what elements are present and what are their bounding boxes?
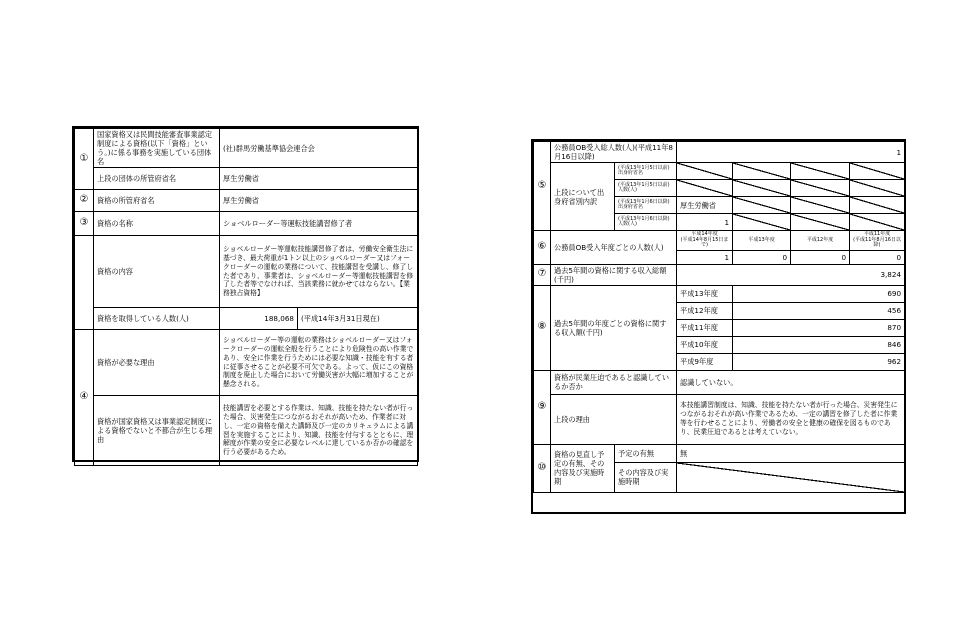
review-detail-label: その内容及び実施時期: [615, 462, 677, 492]
qualification-name-value: ショベルローダー等運転技能講習修了者: [220, 212, 418, 236]
row-number-6: ⑥: [534, 231, 551, 265]
ob-year-header: 平成12年度: [791, 231, 850, 251]
qualification-ministry-label: 資格の所管府省名: [94, 190, 220, 212]
ob-year-header: 平成11年度 (平成11年8月16日以降): [850, 231, 905, 251]
ob-item-label: (平成13年1月6日以降)出身府省名: [615, 197, 677, 214]
organization-ministry-value: 厚生労働省: [220, 168, 418, 190]
ob-item-label: (平成13年1月5日以前)人数(人): [615, 180, 677, 197]
ob-year-value: 1: [677, 250, 733, 264]
ob-item-label: (平成13年1月6日以降)人数(人): [615, 214, 677, 231]
right-form-table: [533, 141, 905, 493]
row-number-1: ①: [75, 129, 94, 190]
income-total-value: 3,824: [677, 264, 905, 285]
qualification-name-label: 資格の名称: [94, 212, 220, 236]
competition-reason-label: 上段の理由: [551, 394, 677, 444]
income-year-label: 平成9年度: [677, 353, 733, 370]
row-number-8: ⑧: [534, 285, 551, 370]
row-number-3: ③: [75, 212, 94, 236]
competition-reason-text: 本技能講習制度は、知識、技能を持たない者が行った場合、災害発生につながるおそれが高い作業であるため、一定の講習を修了した者に作業等を行わせることにより、労働者の安全と健康の確保を図るものであり、民業圧迫であるとは考えていない。: [677, 394, 905, 444]
qualification-content-text: ショベルローダー等運転技能講習修了者は、労働安全衛生法に基づき、最大荷重が1トン以上のショベルローダー又はフォークローダーの運転の業務について、技能講習を受講し、修了した者であり、事業者は、ショベルローダー等運転技能講習を修了した者等でなければ、当該業務に就かせてはならない。【業務独占資格】: [220, 236, 418, 308]
income-year-label: 平成12年度: [677, 302, 733, 319]
qualification-ministry-value: 厚生労働省: [220, 190, 418, 212]
income-year-label: 平成10年度: [677, 336, 733, 353]
income-total-label: 過去5年間の資格に関する収入総額(千円): [551, 264, 677, 285]
review-label: 資格の見直し予定の有無、その内容及び実施時期: [551, 444, 615, 492]
right-form-sheet: [531, 139, 906, 514]
income-year-value: 870: [733, 319, 905, 336]
holders-label: 資格を取得している人数(人): [94, 308, 220, 330]
income-year-value: 846: [733, 336, 905, 353]
qualification-content-label: 資格の内容: [94, 236, 220, 308]
income-yearly-label: 過去5年間の年度ごとの資格に関する収入額(千円): [551, 285, 677, 370]
ob-breakdown-label: 上段について出身府省別内訳: [551, 163, 615, 231]
ob-item-value: 厚生労働省: [677, 197, 733, 214]
row-number-5: ⑤: [534, 142, 551, 231]
income-year-value: 456: [733, 302, 905, 319]
inconvenience-text: 技能講習を必要とする作業は、知識、技能を持たない者が行った場合、災害発生につながるおそれが高いため、作業者に対し、一定の資格を備えた講師及び一定のカリキュラムによる講習を実施することにより、知識、技能を付与するとともに、理解度が作業の安全に必要なレベルに達しているか否かの確認を行う必要があるため。: [220, 396, 418, 466]
ob-total-label: 公務員OB受入総人数(人)(平成11年8月16日以降): [551, 142, 677, 163]
holders-value: 188,068: [220, 308, 298, 330]
competition-value: 認識していない。: [677, 370, 905, 394]
income-year-label: 平成11年度: [677, 319, 733, 336]
row-number-4: ④: [75, 330, 94, 466]
review-plan-label: 予定の有無: [615, 444, 677, 462]
income-year-value: 690: [733, 285, 905, 302]
inconvenience-label: 資格が国家資格又は事業認定制度による資格でないと不都合が生じる理由: [94, 396, 220, 466]
necessity-label: 資格が必要な理由: [94, 330, 220, 396]
row-number-2: ②: [75, 190, 94, 212]
organization-value: (社)群馬労働基準協会連合会: [220, 129, 418, 168]
ob-total-value: 1: [677, 142, 905, 163]
left-form-table: [74, 128, 418, 466]
competition-label: 資格が民業圧迫であると認識しているか否か: [551, 370, 677, 394]
ob-item-value: 1: [677, 214, 733, 231]
ob-year-value: 0: [733, 250, 791, 264]
organization-ministry-label: 上段の団体の所管府省名: [94, 168, 220, 190]
holders-note: (平成14年3月31日現在): [298, 308, 418, 330]
ob-item-label: (平成13年1月5日以前)出身府省名: [615, 163, 677, 180]
ob-year-value: 0: [791, 250, 850, 264]
row-number-7: ⑦: [534, 264, 551, 285]
ob-yearly-label: 公務員OB受入年度ごとの人数(人): [551, 231, 677, 265]
ob-year-header: 平成13年度: [733, 231, 791, 251]
ob-year-value: 0: [850, 250, 905, 264]
income-year-value: 962: [733, 353, 905, 370]
row-number-9: ⑨: [534, 370, 551, 444]
necessity-text: ショベルローダー等の運転の業務はショベルローダー又はフォークローダーの運転全般を行うことにより危険性の高い作業であり、安全に作業を行うためには必要な知識・技能を有する者に従事させることが必要不可欠である。よって、仮にこの資格制度を廃止した場合において労働災害が大幅に増加することが懸念される。: [220, 330, 418, 396]
review-detail-value: [677, 462, 905, 492]
row-number-10: ⑩: [534, 444, 551, 492]
review-plan-value: 無: [677, 444, 905, 462]
organization-label: 国家資格又は民間技能審査事業認定制度による資格(以下「資格」という。)に係る事務を実施している団体名: [94, 129, 220, 168]
ob-year-header: 平成14年度 (平成14年8月15日まで): [677, 231, 733, 251]
left-form-sheet: [72, 126, 419, 462]
income-year-label: 平成13年度: [677, 285, 733, 302]
